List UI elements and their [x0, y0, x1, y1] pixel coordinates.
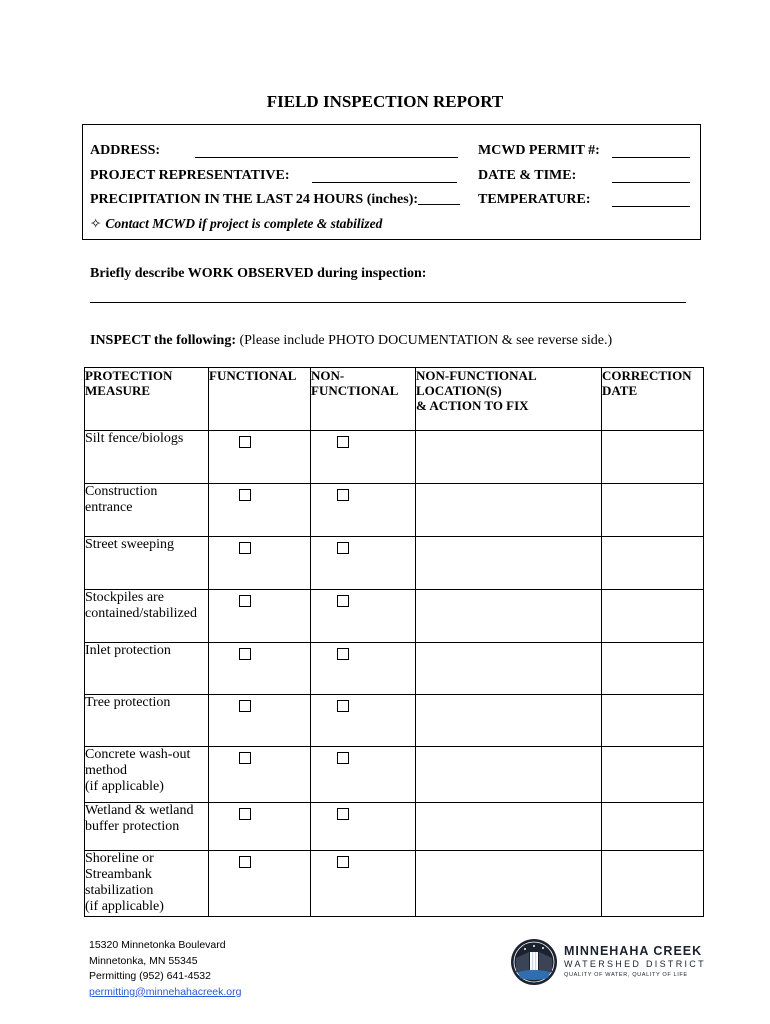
work-observed-label: Briefly describe WORK OBSERVED during inspection:	[90, 266, 427, 281]
functional-checkbox[interactable]	[239, 808, 251, 820]
logo-tagline: QUALITY OF WATER, QUALITY OF LIFE	[564, 972, 688, 978]
location-action-cell[interactable]	[416, 431, 602, 484]
correction-date-cell[interactable]	[602, 431, 704, 484]
correction-date-cell[interactable]	[602, 747, 704, 803]
protection-measure-text: buffer protection	[85, 819, 180, 834]
correction-date-cell[interactable]	[602, 643, 704, 695]
location-action-cell[interactable]	[416, 643, 602, 695]
protection-measure-text: Concrete wash-out	[85, 747, 191, 762]
functional-checkbox[interactable]	[239, 752, 251, 764]
protection-measure-text: method	[85, 763, 127, 778]
location-action-cell[interactable]	[416, 484, 602, 537]
functional-checkbox[interactable]	[239, 648, 251, 660]
report-title: FIELD INSPECTION REPORT	[266, 92, 504, 111]
representative-field[interactable]	[312, 182, 457, 183]
logo-subtitle: WATERSHED DISTRICT	[564, 959, 706, 969]
table-row	[85, 851, 704, 917]
mcwd-logo	[510, 937, 706, 987]
table-row	[85, 590, 704, 643]
non-functional-checkbox[interactable]	[337, 489, 349, 501]
protection-measure-text: Stockpiles are	[85, 590, 164, 605]
waterfall-logo-icon	[510, 938, 558, 986]
functional-checkbox[interactable]	[239, 856, 251, 868]
non-functional-checkbox[interactable]	[337, 595, 349, 607]
functional-cell	[209, 431, 311, 484]
logo-name: MINNEHAHA CREEK	[564, 944, 703, 958]
header-correction-date: CORRECTION DATE	[602, 368, 704, 431]
permit-label: MCWD PERMIT #:	[478, 143, 600, 158]
correction-date-cell[interactable]	[602, 695, 704, 747]
header-functional: FUNCTIONAL	[209, 368, 311, 431]
protection-measure-text: (if applicable)	[85, 779, 164, 794]
correction-date-cell[interactable]	[602, 537, 704, 590]
protection-measure-text: Silt fence/biologs	[85, 431, 184, 446]
non-functional-cell	[311, 643, 416, 695]
location-action-cell[interactable]	[416, 747, 602, 803]
protection-measure-cell	[85, 803, 209, 851]
non-functional-cell	[311, 431, 416, 484]
date-time-field[interactable]	[612, 182, 690, 183]
non-functional-cell	[311, 484, 416, 537]
footer-email-link[interactable]: permitting@minnehahacreek.org	[89, 985, 242, 998]
header-non-functional: NON- FUNCTIONAL	[311, 368, 416, 431]
non-functional-cell	[311, 747, 416, 803]
non-functional-cell	[311, 695, 416, 747]
table-row	[85, 537, 704, 590]
completion-note-text: Contact MCWD if project is complete & stabilized	[105, 216, 383, 231]
non-functional-cell	[311, 590, 416, 643]
table-row	[85, 803, 704, 851]
location-action-cell[interactable]	[416, 537, 602, 590]
non-functional-checkbox[interactable]	[337, 752, 349, 764]
diamond-bullet-icon: ✧	[90, 216, 102, 231]
table-row	[85, 484, 704, 537]
protection-measure-text: Shoreline or	[85, 851, 154, 866]
location-action-cell[interactable]	[416, 590, 602, 643]
non-functional-checkbox[interactable]	[337, 648, 349, 660]
temperature-field[interactable]	[612, 206, 690, 207]
protection-measure-text: Tree protection	[85, 695, 171, 710]
protection-measure-cell	[85, 537, 209, 590]
correction-date-cell[interactable]	[602, 851, 704, 917]
temperature-label: TEMPERATURE:	[478, 192, 591, 207]
functional-cell	[209, 590, 311, 643]
functional-cell	[209, 695, 311, 747]
work-observed-field[interactable]	[90, 302, 686, 303]
address-field[interactable]	[195, 157, 458, 158]
table-row	[85, 695, 704, 747]
functional-cell	[209, 851, 311, 917]
completion-note	[90, 216, 382, 232]
functional-checkbox[interactable]	[239, 542, 251, 554]
non-functional-checkbox[interactable]	[337, 700, 349, 712]
footer-city: Minnetonka, MN 55345	[89, 954, 198, 967]
functional-cell	[209, 643, 311, 695]
header-location-action: NON-FUNCTIONAL LOCATION(S) & ACTION TO FIX	[416, 368, 602, 431]
permit-field[interactable]	[612, 157, 690, 158]
non-functional-checkbox[interactable]	[337, 808, 349, 820]
header-protection-measure: PROTECTION MEASURE	[85, 368, 209, 431]
correction-date-cell[interactable]	[602, 484, 704, 537]
protection-measure-text: Wetland & wetland	[85, 803, 194, 818]
protection-measure-cell	[85, 851, 209, 917]
table-row	[85, 747, 704, 803]
protection-measure-text: entrance	[85, 500, 133, 515]
correction-date-cell[interactable]	[602, 803, 704, 851]
inspection-table	[84, 367, 704, 917]
date-time-label: DATE & TIME:	[478, 168, 577, 183]
footer-street: 15320 Minnetonka Boulevard	[89, 939, 226, 951]
protection-measure-text: contained/stabilized	[85, 606, 197, 621]
protection-measure-text: Inlet protection	[85, 643, 171, 658]
location-action-cell[interactable]	[416, 803, 602, 851]
location-action-cell[interactable]	[416, 695, 602, 747]
functional-cell	[209, 803, 311, 851]
protection-measure-text: Construction	[85, 484, 158, 499]
inspect-instructions: INSPECT the following: (Please include PHOTO DOCUMENTATION & see reverse side.)	[90, 333, 613, 348]
representative-label: PROJECT REPRESENTATIVE:	[90, 168, 290, 183]
functional-checkbox[interactable]	[239, 700, 251, 712]
functional-cell	[209, 537, 311, 590]
functional-cell	[209, 484, 311, 537]
table-header-row	[85, 368, 704, 431]
non-functional-cell	[311, 537, 416, 590]
protection-measure-cell	[85, 747, 209, 803]
address-label: ADDRESS:	[90, 143, 161, 158]
protection-measure-cell	[85, 695, 209, 747]
footer-contact	[89, 938, 242, 1000]
protection-measure-cell	[85, 431, 209, 484]
protection-measure-cell	[85, 590, 209, 643]
non-functional-checkbox[interactable]	[337, 856, 349, 868]
table-row	[85, 431, 704, 484]
precipitation-label: PRECIPITATION IN THE LAST 24 HOURS (inches):______	[90, 192, 461, 207]
protection-measure-text: stabilization	[85, 883, 154, 898]
protection-measure-cell	[85, 484, 209, 537]
protection-measure-text: Streambank	[85, 867, 152, 882]
protection-measure-text: Street sweeping	[85, 537, 175, 552]
functional-checkbox[interactable]	[239, 489, 251, 501]
non-functional-cell	[311, 803, 416, 851]
functional-checkbox[interactable]	[239, 595, 251, 607]
non-functional-cell	[311, 851, 416, 917]
functional-cell	[209, 747, 311, 803]
table-row	[85, 643, 704, 695]
correction-date-cell[interactable]	[602, 590, 704, 643]
non-functional-checkbox[interactable]	[337, 542, 349, 554]
location-action-cell[interactable]	[416, 851, 602, 917]
protection-measure-cell	[85, 643, 209, 695]
functional-checkbox[interactable]	[239, 436, 251, 448]
protection-measure-text: (if applicable)	[85, 899, 164, 914]
footer-phone: Permitting (952) 641-4532	[89, 970, 211, 982]
non-functional-checkbox[interactable]	[337, 436, 349, 448]
